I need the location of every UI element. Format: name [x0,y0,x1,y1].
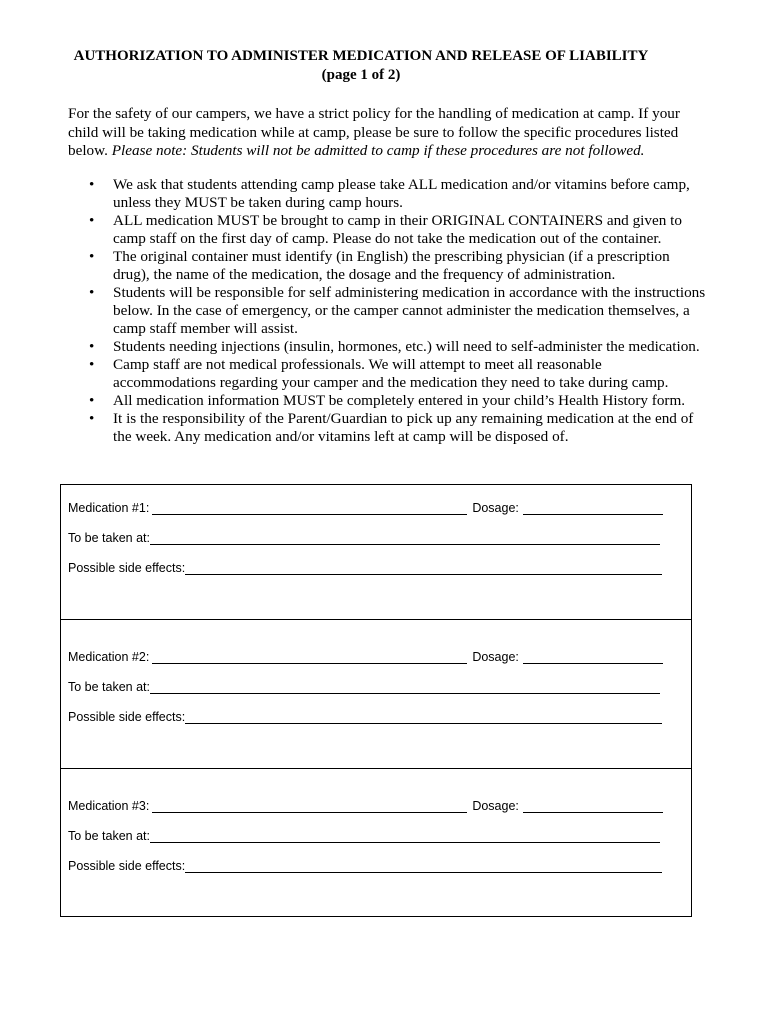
intro-text: For the safety of our campers, we have a strict policy for the handling of medication at camp. If your child will be taking medication while at camp, please be sure to follow the specific procedures listed below. [68,105,680,159]
title-line-2: (page 1 of 2) [321,67,401,83]
list-item-text: It is the responsibility of the Parent/Guardian to pick up any remaining medication at the end of the week. Any medication and/or vitamins left at camp will be disposed of. [113,410,694,445]
bullet-icon: • [89,248,95,265]
medication-label: Medication #1: [68,501,150,515]
side-effects-label: Possible side effects: [68,859,186,873]
list-item [89,392,708,410]
side-effects-row [68,857,662,873]
bullet-icon: • [89,176,95,193]
bullet-icon: • [89,284,95,301]
taken-at-field[interactable] [150,531,660,545]
side-effects-field[interactable] [185,710,662,724]
list-item-text: Students will be responsible for self administering medication in accordance with the instructions below. In the case of emergency, or the camper cannot administer the medication themselves, a camp staff member will assist. [113,284,706,337]
taken-at-label: To be taken at: [68,531,151,545]
bullet-icon: • [89,410,95,427]
list-item-text: All medication information MUST be completely entered in your child’s Health History form. [113,392,686,409]
list-item-text: The original container must identify (in English) the prescribing physician (if a prescription drug), the name of the medication, the dosage and the frequency of administration. [113,248,670,283]
medication-form [60,484,692,917]
bullet-icon: • [89,338,95,355]
side-effects-label: Possible side effects: [68,561,186,575]
medication-section-2 [61,619,691,768]
medication-row [68,499,663,515]
medication-row [68,797,663,813]
taken-at-field[interactable] [150,829,660,843]
side-effects-field[interactable] [185,561,662,575]
dosage-field[interactable] [523,650,663,664]
taken-at-row [68,529,660,545]
medication-name-field[interactable] [152,501,467,515]
dosage-label: Dosage: [472,799,519,813]
list-item [89,338,708,356]
medication-section-3 [61,768,691,917]
list-item [89,410,708,446]
list-item [89,284,708,338]
medication-name-field[interactable] [152,650,467,664]
dosage-field[interactable] [523,501,663,515]
intro-paragraph [68,105,708,161]
list-item [89,176,708,212]
taken-at-label: To be taken at: [68,680,151,694]
medication-label: Medication #2: [68,650,150,664]
intro-note: Please note: Students will not be admitted to camp if these procedures are not followed. [111,142,645,159]
medication-label: Medication #3: [68,799,150,813]
bullet-icon: • [89,356,95,373]
bullet-icon: • [89,392,95,409]
list-item-text: We ask that students attending camp please take ALL medication and/or vitamins before camp, unless they MUST be taken during camp hours. [113,176,690,211]
taken-at-label: To be taken at: [68,829,151,843]
list-item [89,356,708,392]
side-effects-label: Possible side effects: [68,710,186,724]
list-item-text: ALL medication MUST be brought to camp in their ORIGINAL CONTAINERS and given to camp staff on the first day of camp. Please do not take the medication out of the container. [113,212,682,247]
dosage-label: Dosage: [472,501,519,515]
title-line-1: AUTHORIZATION TO ADMINISTER MEDICATION AND RELEASE OF LIABILITY [73,48,649,64]
side-effects-row [68,708,662,724]
bullet-icon: • [89,212,95,229]
medication-name-field[interactable] [152,799,467,813]
list-item-text: Camp staff are not medical professionals. We will attempt to meet all reasonable accommodations regarding your camper and the medication they need to take during camp. [113,356,669,391]
dosage-field[interactable] [523,799,663,813]
procedure-list [68,176,708,446]
list-item-text: Students needing injections (insulin, hormones, etc.) will need to self-administer the medication. [113,338,700,355]
medication-row [68,648,663,664]
taken-at-row [68,678,660,694]
dosage-label: Dosage: [472,650,519,664]
side-effects-row [68,559,662,575]
taken-at-field[interactable] [150,680,660,694]
document-title [66,47,656,85]
list-item [89,212,708,248]
taken-at-row [68,827,660,843]
medication-section-1 [61,485,691,634]
side-effects-field[interactable] [185,859,662,873]
list-item [89,248,708,284]
